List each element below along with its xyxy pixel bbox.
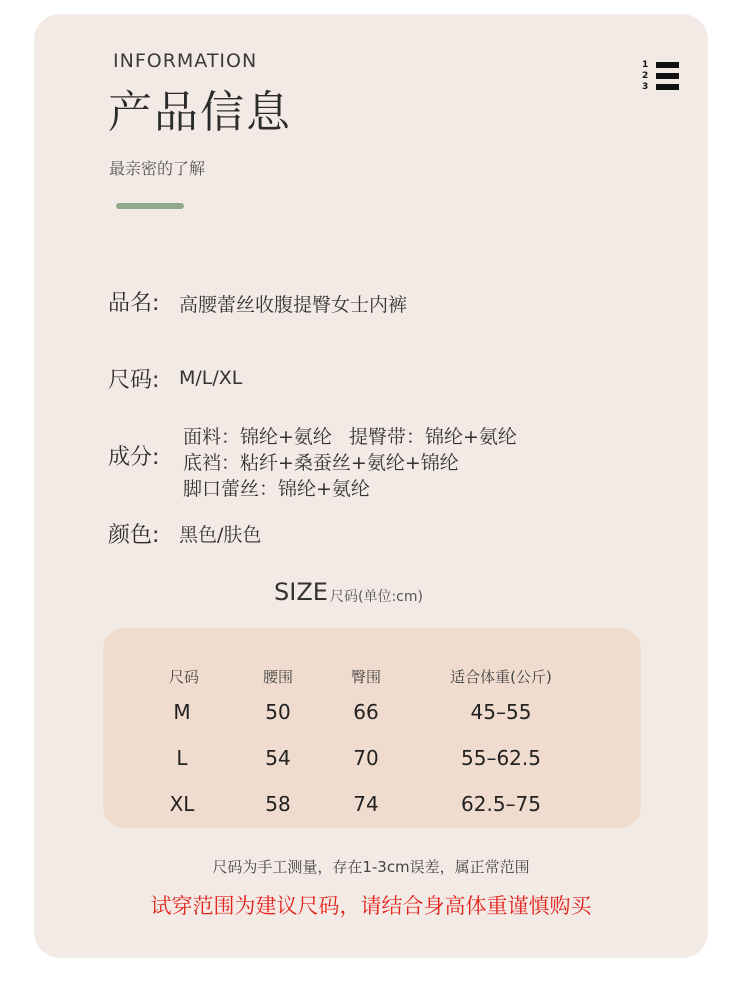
numbered-list-icon xyxy=(642,61,682,95)
table-header-size: 尺码 xyxy=(168,668,200,686)
size-value: M/L/XL xyxy=(179,367,243,389)
composition-label: 成分: xyxy=(108,445,160,470)
size-section-title: SIZE xyxy=(274,578,328,606)
list-icon-number-3: 3 xyxy=(642,82,649,92)
table-cell: 50 xyxy=(265,700,291,724)
table-cell: L xyxy=(176,746,188,770)
table-header-weight: 适合体重(公斤) xyxy=(450,668,552,686)
product-name-value: 高腰蕾丝收腹提臀女士内裤 xyxy=(179,294,408,316)
table-header-hip: 臀围 xyxy=(350,668,382,686)
table-cell: 58 xyxy=(265,792,291,816)
table-cell: 70 xyxy=(353,746,379,770)
table-cell: 66 xyxy=(353,700,379,724)
table-cell: 45–55 xyxy=(470,700,532,724)
list-icon-bar xyxy=(656,73,679,79)
table-cell: M xyxy=(173,700,191,724)
composition-crotch: 底裆：粘纤+桑蚕丝+氨纶+锦纶 xyxy=(183,452,459,474)
list-icon-number-2: 2 xyxy=(642,71,649,81)
color-value: 黑色/肤色 xyxy=(179,524,262,546)
list-icon-number-1: 1 xyxy=(642,60,649,70)
product-name-label: 品名: xyxy=(108,291,160,316)
table-cell: 55–62.5 xyxy=(461,746,541,770)
size-label: 尺码: xyxy=(108,368,160,393)
table-header-waist: 腰围 xyxy=(262,668,294,686)
color-label: 颜色: xyxy=(108,523,160,548)
size-table xyxy=(103,628,641,828)
composition-fabric: 面料：锦纶+氨纶 xyxy=(183,426,332,448)
purchase-warning: 试穿范围为建议尺码，请结合身高体重谨慎购买 xyxy=(150,894,592,918)
table-cell: 62.5–75 xyxy=(461,792,541,816)
table-cell: 54 xyxy=(265,746,291,770)
size-unit-note: 尺码(单位:cm) xyxy=(330,589,423,605)
composition-lace: 脚口蕾丝：锦纶+氨纶 xyxy=(183,478,370,500)
list-icon-bar xyxy=(656,84,679,90)
list-icon-bar xyxy=(656,62,679,68)
table-cell: XL xyxy=(169,792,195,816)
measurement-note: 尺码为手工测量，存在1-3cm误差，属正常范围 xyxy=(212,858,530,876)
subtitle: 最亲密的了解 xyxy=(109,159,206,178)
table-cell: 74 xyxy=(353,792,379,816)
english-title: INFORMATION xyxy=(113,50,258,72)
composition-lift-band: 提臀带：锦纶+氨纶 xyxy=(349,426,517,448)
accent-divider xyxy=(116,203,184,209)
product-info-card xyxy=(34,14,708,958)
page-title: 产品信息 xyxy=(108,87,292,138)
